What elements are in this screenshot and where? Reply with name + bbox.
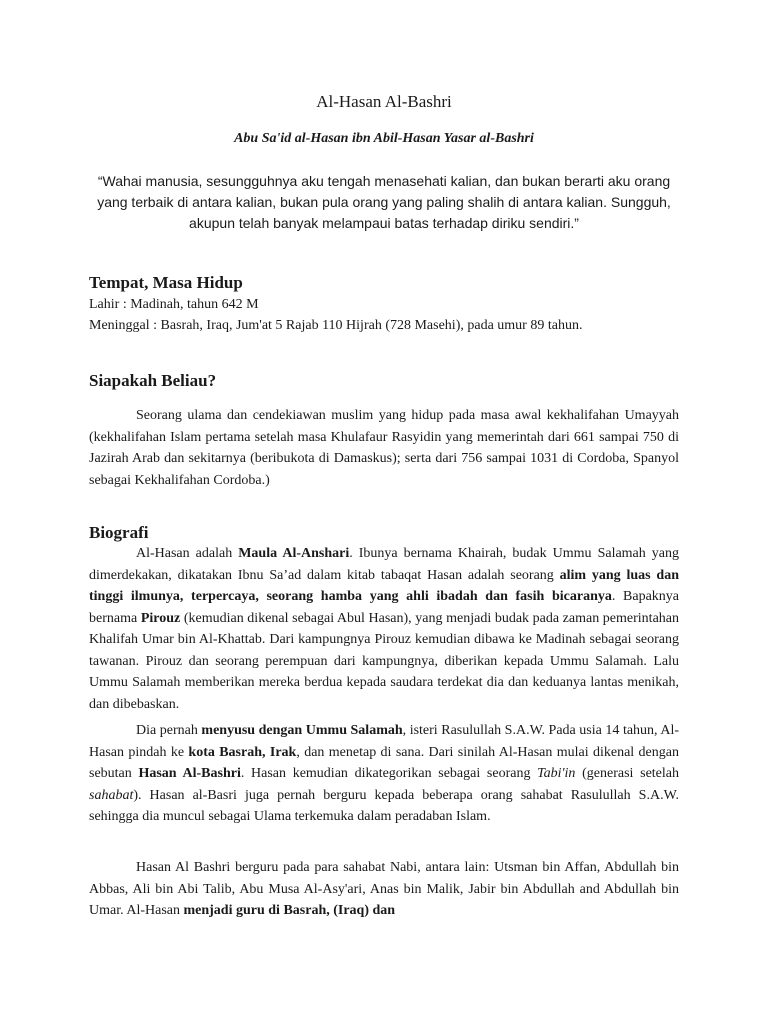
birth-info: Lahir : Madinah, tahun 642 M (89, 297, 259, 312)
section-heading-tempat: Tempat, Masa Hidup (89, 273, 243, 292)
opening-quote: “Wahai manusia, sesungguhnya aku tengah menasehati kalian, dan bukan berarti aku orang yang terbaik di antara kalian, bukan pula orang yang paling shalih di antara kalian. Sungguh, akupun telah banyak melampaui batas terhadap diriku sendiri.” (97, 173, 671, 231)
paragraph-biografi-3: Hasan Al Bashri berguru pada para sahabat Nabi, antara lain: Utsman bin Affan, Abdullah bin Abbas, Ali bin Abi Talib, Abu Musa Al-Asy'ari, Anas bin Malik, Jabir bin Abdullah and Abdullah bin Umar. Al-Hasan menjadi guru di Basrah, (Iraq) dan (89, 860, 679, 918)
death-info: Meninggal : Basrah, Iraq, Jum'at 5 Rajab 110 Hijrah (728 Masehi), pada umur 89 tahun. (89, 318, 583, 333)
section-heading-biografi: Biografi (89, 523, 149, 542)
document-subtitle: Abu Sa'id al-Hasan ibn Abil-Hasan Yasar al-Bashri (234, 131, 534, 146)
paragraph-siapakah: Seorang ulama dan cendekiawan muslim yang hidup pada masa awal kekhalifahan Umayyah (kekhalifahan Islam pertama setelah masa Khulafaur Rasyidin yang memerintah dari 661 sampai 750 di Jazirah Arab dan sekitarnya (beribukota di Damaskus); serta dari 756 sampai 1031 di Cordoba, Spanyol sebagai Kekhalifahan Cordoba.) (89, 408, 679, 488)
paragraph-biografi-1: Al-Hasan adalah Maula Al-Anshari. Ibunya bernama Khairah, budak Ummu Salamah yang dimerdekakan, dikatakan Ibnu Sa’ad dalam kitab tabaqat Hasan adalah seorang alim yang luas dan tinggi ilmunya, terpercaya, seorang hamba yang ahli ibadah dan fasih bicaranya. Bapaknya bernama Pirouz (kemudian dikenal sebagai Abul Hasan), yang menjadi budak pada zaman pemerintahan Khalifah Umar bin Al-Khattab. Dari kampungnya Pirouz kemudian dibawa ke Madinah sebagai seorang tawanan. Pirouz dan seorang perempuan dari kampungnya, diberikan kepada Ummu Salamah. Lalu Ummu Salamah memberikan mereka berdua kepada saudara terdekat dia dan keduanya lantas menikah, dan dibebaskan. (89, 546, 679, 712)
paragraph-biografi-2: Dia pernah menyusu dengan Ummu Salamah, isteri Rasulullah S.A.W. Pada usia 14 tahun, Al-Hasan pindah ke kota Basrah, Irak, dan menetap di sana. Dari sinilah Al-Hasan mulai dikenal dengan sebutan Hasan Al-Bashri. Hasan kemudian dikategorikan sebagai seorang Tabi'in (generasi setelah sahabat). Hasan al-Basri juga pernah berguru kepada beberapa orang sahabat Rasulullah S.A.W. sehingga dia muncul sebagai Ulama terkemuka dalam peradaban Islam. (89, 723, 679, 824)
document-title: Al-Hasan Al-Bashri (316, 92, 452, 111)
section-heading-siapakah: Siapakah Beliau? (89, 371, 217, 390)
